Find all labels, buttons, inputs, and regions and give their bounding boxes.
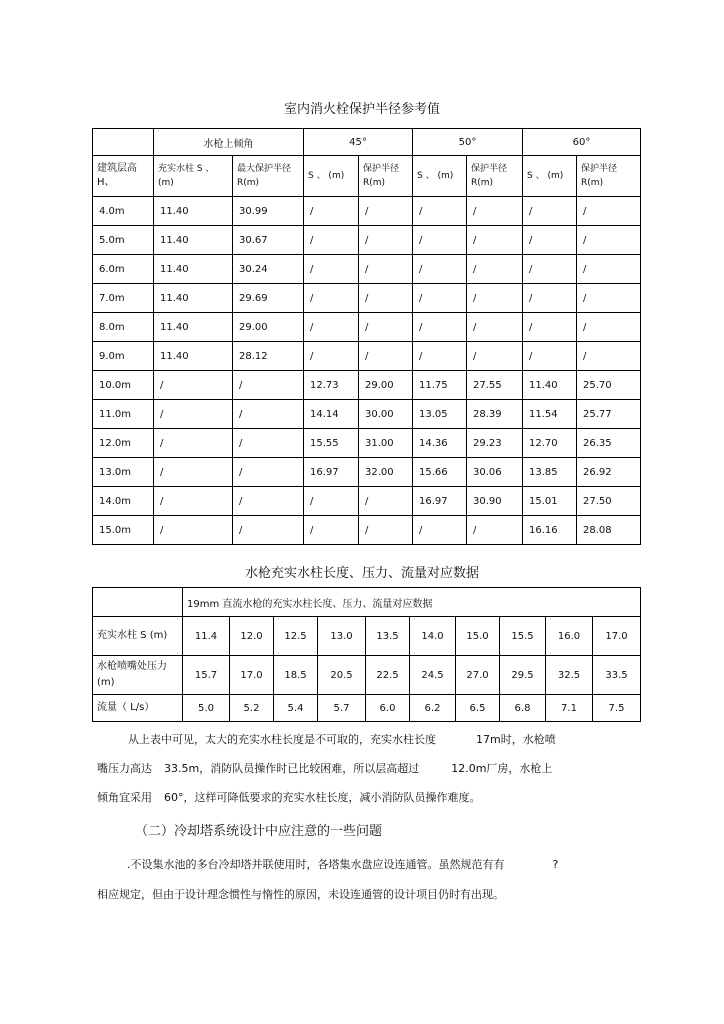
table-cell: 27.50 xyxy=(577,487,641,516)
table-cell: / xyxy=(304,255,359,284)
table-cell: / xyxy=(577,284,641,313)
table-cell: 6.2 xyxy=(410,695,456,722)
table-cell: 18.5 xyxy=(274,656,318,695)
table-cell: 13.85 xyxy=(523,458,577,487)
table-cell: / xyxy=(523,255,577,284)
table-cell: / xyxy=(233,516,304,545)
paragraph1-line3 xyxy=(97,789,481,805)
table-cell: / xyxy=(304,313,359,342)
table-cell: 29.69 xyxy=(233,284,304,313)
table-cell: 29.5 xyxy=(500,656,546,695)
table-row xyxy=(93,197,641,226)
table-cell: 27.55 xyxy=(467,371,523,400)
p1-l2-a: 嘴压力高达 xyxy=(97,762,152,775)
table1-angle-header-row xyxy=(93,129,641,156)
table-cell: 6.5 xyxy=(456,695,500,722)
table-cell: / xyxy=(154,371,233,400)
table-row xyxy=(93,617,641,656)
table-cell: / xyxy=(577,313,641,342)
table-cell: 11.40 xyxy=(154,226,233,255)
floor-height-cell: 12.0m xyxy=(93,429,154,458)
table-row xyxy=(93,226,641,255)
table-cell: 12.73 xyxy=(304,371,359,400)
table-cell: 7.1 xyxy=(546,695,593,722)
table-cell: / xyxy=(413,197,467,226)
table-cell: / xyxy=(467,284,523,313)
table-cell: / xyxy=(233,371,304,400)
table-cell: 30.06 xyxy=(467,458,523,487)
table-cell: 22.5 xyxy=(366,656,410,695)
table2-body xyxy=(93,617,641,722)
row-label: 充实水柱 S (m) xyxy=(93,617,183,656)
table2-caption: 19mm 直流水枪的充实水柱长度、压力、流量对应数据 xyxy=(183,588,641,617)
table-cell: / xyxy=(359,197,413,226)
p1-l3-a: 倾角宜采用 xyxy=(97,791,152,804)
table-cell: / xyxy=(467,226,523,255)
table-cell: 12.70 xyxy=(523,429,577,458)
table-cell: 13.05 xyxy=(413,400,467,429)
floor-height-cell: 6.0m xyxy=(93,255,154,284)
table-row xyxy=(93,487,641,516)
table-cell: 30.99 xyxy=(233,197,304,226)
table-cell: 27.0 xyxy=(456,656,500,695)
table-cell: 26.35 xyxy=(577,429,641,458)
table-row xyxy=(93,695,641,722)
table-cell: 5.0 xyxy=(183,695,230,722)
floor-height-cell: 9.0m xyxy=(93,342,154,371)
table-cell: / xyxy=(467,313,523,342)
table1-title: 室内消火栓保护半径参考值 xyxy=(283,102,440,117)
table-cell: 15.7 xyxy=(183,656,230,695)
table-cell: / xyxy=(577,226,641,255)
table-cell: / xyxy=(304,516,359,545)
table-cell: / xyxy=(233,487,304,516)
floor-header: 建筑层高 H、 xyxy=(93,156,154,197)
table-cell: / xyxy=(413,226,467,255)
table1-body xyxy=(93,197,641,545)
table-cell: 15.5 xyxy=(500,617,546,656)
s45-header: S 、 (m) xyxy=(304,156,359,197)
table-cell: / xyxy=(359,516,413,545)
table1-sub-header-row xyxy=(93,156,641,197)
table-row xyxy=(93,516,641,545)
table-cell: / xyxy=(304,284,359,313)
table-cell: / xyxy=(304,487,359,516)
floor-height-cell: 4.0m xyxy=(93,197,154,226)
paragraph1-line2 xyxy=(97,760,552,776)
table-cell: 14.36 xyxy=(413,429,467,458)
table-cell: 17.0 xyxy=(230,656,274,695)
table-cell: / xyxy=(467,197,523,226)
table-cell: 11.40 xyxy=(154,197,233,226)
floor-height-cell: 15.0m xyxy=(93,516,154,545)
table-row xyxy=(93,255,641,284)
table-cell: / xyxy=(523,226,577,255)
table-cell: 25.77 xyxy=(577,400,641,429)
table2-title: 水枪充实水柱长度、压力、流量对应数据 xyxy=(244,566,479,581)
paragraph2-line1 xyxy=(127,856,558,872)
table-cell: 30.24 xyxy=(233,255,304,284)
table-cell: 25.70 xyxy=(577,371,641,400)
table-cell: 15.55 xyxy=(304,429,359,458)
table-cell: 11.40 xyxy=(154,342,233,371)
table-cell: 29.23 xyxy=(467,429,523,458)
table-cell: / xyxy=(154,429,233,458)
p1-l2-c: 12.0m厂房，水枪上 xyxy=(451,762,553,775)
table-cell: 31.00 xyxy=(359,429,413,458)
s60-header: S 、 (m) xyxy=(523,156,577,197)
table-cell: / xyxy=(467,342,523,371)
table-cell: / xyxy=(154,487,233,516)
table-cell: 20.5 xyxy=(318,656,366,695)
nozzle-data-table xyxy=(92,587,641,722)
table-cell: 11.54 xyxy=(523,400,577,429)
table-cell: 28.12 xyxy=(233,342,304,371)
table-row xyxy=(93,342,641,371)
table-cell: 24.5 xyxy=(410,656,456,695)
table-cell: 28.39 xyxy=(467,400,523,429)
table-row xyxy=(93,429,641,458)
table-cell: 29.00 xyxy=(359,371,413,400)
table-cell: / xyxy=(359,487,413,516)
table-cell: 13.5 xyxy=(366,617,410,656)
table-cell: 26.92 xyxy=(577,458,641,487)
table-cell: 33.5 xyxy=(593,656,641,695)
section-heading: （二）冷却塔系统设计中应注意的一些问题 xyxy=(135,824,383,839)
angle-60: 60° xyxy=(523,129,641,156)
table-cell: / xyxy=(413,516,467,545)
table-cell: / xyxy=(359,226,413,255)
floor-height-cell: 13.0m xyxy=(93,458,154,487)
table-cell: 5.4 xyxy=(274,695,318,722)
angle-45: 45° xyxy=(304,129,413,156)
header-angle: 水枪上倾角 xyxy=(154,129,304,156)
table-cell: 15.01 xyxy=(523,487,577,516)
row-label: 水枪喷嘴处压力 (m) xyxy=(93,656,183,695)
table-cell: / xyxy=(304,197,359,226)
table-cell: / xyxy=(413,342,467,371)
s-header: 充实水柱 S 、 (m) xyxy=(154,156,233,197)
p1-l1-text: 从上表中可见，太大的充实水柱长度是不可取的，充实水柱长度 xyxy=(128,733,436,746)
table-cell: / xyxy=(359,342,413,371)
table-cell: / xyxy=(577,197,641,226)
table-cell: / xyxy=(304,342,359,371)
floor-height-cell: 10.0m xyxy=(93,371,154,400)
table-cell: 5.7 xyxy=(318,695,366,722)
table-cell: / xyxy=(523,284,577,313)
table-cell: 16.16 xyxy=(523,516,577,545)
table-cell: / xyxy=(359,255,413,284)
paragraph1-line1 xyxy=(128,731,556,747)
p1-l2-b: 33.5m，消防队员操作时已比较困难，所以层高超过 xyxy=(164,762,420,775)
table-cell: 11.40 xyxy=(154,255,233,284)
table-cell: / xyxy=(523,313,577,342)
p2-l1-text: .不设集水池的多台冷却塔并联使用时，各塔集水盘应设连通管。虽然规范有有 xyxy=(127,858,505,871)
row-label: 流量（ L/s） xyxy=(93,695,183,722)
floor-height-cell: 5.0m xyxy=(93,226,154,255)
table-cell: 32.5 xyxy=(546,656,593,695)
table-cell: 17.0 xyxy=(593,617,641,656)
table-cell: 14.14 xyxy=(304,400,359,429)
table-cell: 15.0 xyxy=(456,617,500,656)
table-cell: 13.0 xyxy=(318,617,366,656)
table-cell: 14.0 xyxy=(410,617,456,656)
table-cell: / xyxy=(523,197,577,226)
table2-corner xyxy=(93,588,183,617)
table-cell: / xyxy=(359,313,413,342)
table-cell: 11.40 xyxy=(523,371,577,400)
r45-header: 保护半径 R(m) xyxy=(359,156,413,197)
table-row xyxy=(93,400,641,429)
table-cell: 32.00 xyxy=(359,458,413,487)
table-cell: / xyxy=(233,458,304,487)
table-row xyxy=(93,656,641,695)
table-cell: / xyxy=(413,255,467,284)
table-cell: 16.97 xyxy=(413,487,467,516)
table-row xyxy=(93,371,641,400)
paragraph2-line2: 相应规定，但由于设计理念惯性与惰性的原因，未设连通管的设计项目仍时有出现。 xyxy=(97,888,504,901)
floor-height-cell: 11.0m xyxy=(93,400,154,429)
table-cell: 6.8 xyxy=(500,695,546,722)
s50-header: S 、 (m) xyxy=(413,156,467,197)
table-row xyxy=(93,313,641,342)
table-cell: 30.90 xyxy=(467,487,523,516)
table-cell: 28.08 xyxy=(577,516,641,545)
table-row xyxy=(93,458,641,487)
table-cell: 15.66 xyxy=(413,458,467,487)
corner-cell xyxy=(93,129,154,156)
table-cell: 29.00 xyxy=(233,313,304,342)
table-cell: 11.4 xyxy=(183,617,230,656)
table-cell: / xyxy=(413,313,467,342)
table-row xyxy=(93,284,641,313)
p1-l3-b: 60°，这样可降低要求的充实水柱长度，减小消防队员操作难度。 xyxy=(164,791,481,804)
table-cell: 16.97 xyxy=(304,458,359,487)
table-cell: 7.5 xyxy=(593,695,641,722)
table-cell: 16.0 xyxy=(546,617,593,656)
table-cell: / xyxy=(467,255,523,284)
r50-header: 保护半径 R(m) xyxy=(467,156,523,197)
table-cell: / xyxy=(359,284,413,313)
table-cell: / xyxy=(304,226,359,255)
angle-50: 50° xyxy=(413,129,523,156)
r60-header: 保护半径 R(m) xyxy=(577,156,641,197)
floor-height-cell: 14.0m xyxy=(93,487,154,516)
table-cell: / xyxy=(523,342,577,371)
table-cell: 12.5 xyxy=(274,617,318,656)
p1-l1-end: 17m时，水枪喷 xyxy=(476,733,556,746)
table-cell: 30.00 xyxy=(359,400,413,429)
table-cell: 6.0 xyxy=(366,695,410,722)
floor-height-cell: 8.0m xyxy=(93,313,154,342)
table-cell: 5.2 xyxy=(230,695,274,722)
floor-height-cell: 7.0m xyxy=(93,284,154,313)
protection-radius-table xyxy=(92,128,641,545)
table-cell: 11.75 xyxy=(413,371,467,400)
table-cell: / xyxy=(154,516,233,545)
table-cell: / xyxy=(577,255,641,284)
table2-caption-row xyxy=(93,588,641,617)
table-cell: 30.67 xyxy=(233,226,304,255)
table-cell: / xyxy=(233,400,304,429)
table-cell: / xyxy=(233,429,304,458)
r-header: 最大保护半径 R(m) xyxy=(233,156,304,197)
table-cell: / xyxy=(413,284,467,313)
table-cell: / xyxy=(577,342,641,371)
table-cell: 11.40 xyxy=(154,284,233,313)
table-cell: / xyxy=(467,516,523,545)
p2-l1-end: ? xyxy=(552,858,559,871)
table-cell: / xyxy=(154,400,233,429)
table-cell: / xyxy=(154,458,233,487)
table-cell: 11.40 xyxy=(154,313,233,342)
table-cell: 12.0 xyxy=(230,617,274,656)
